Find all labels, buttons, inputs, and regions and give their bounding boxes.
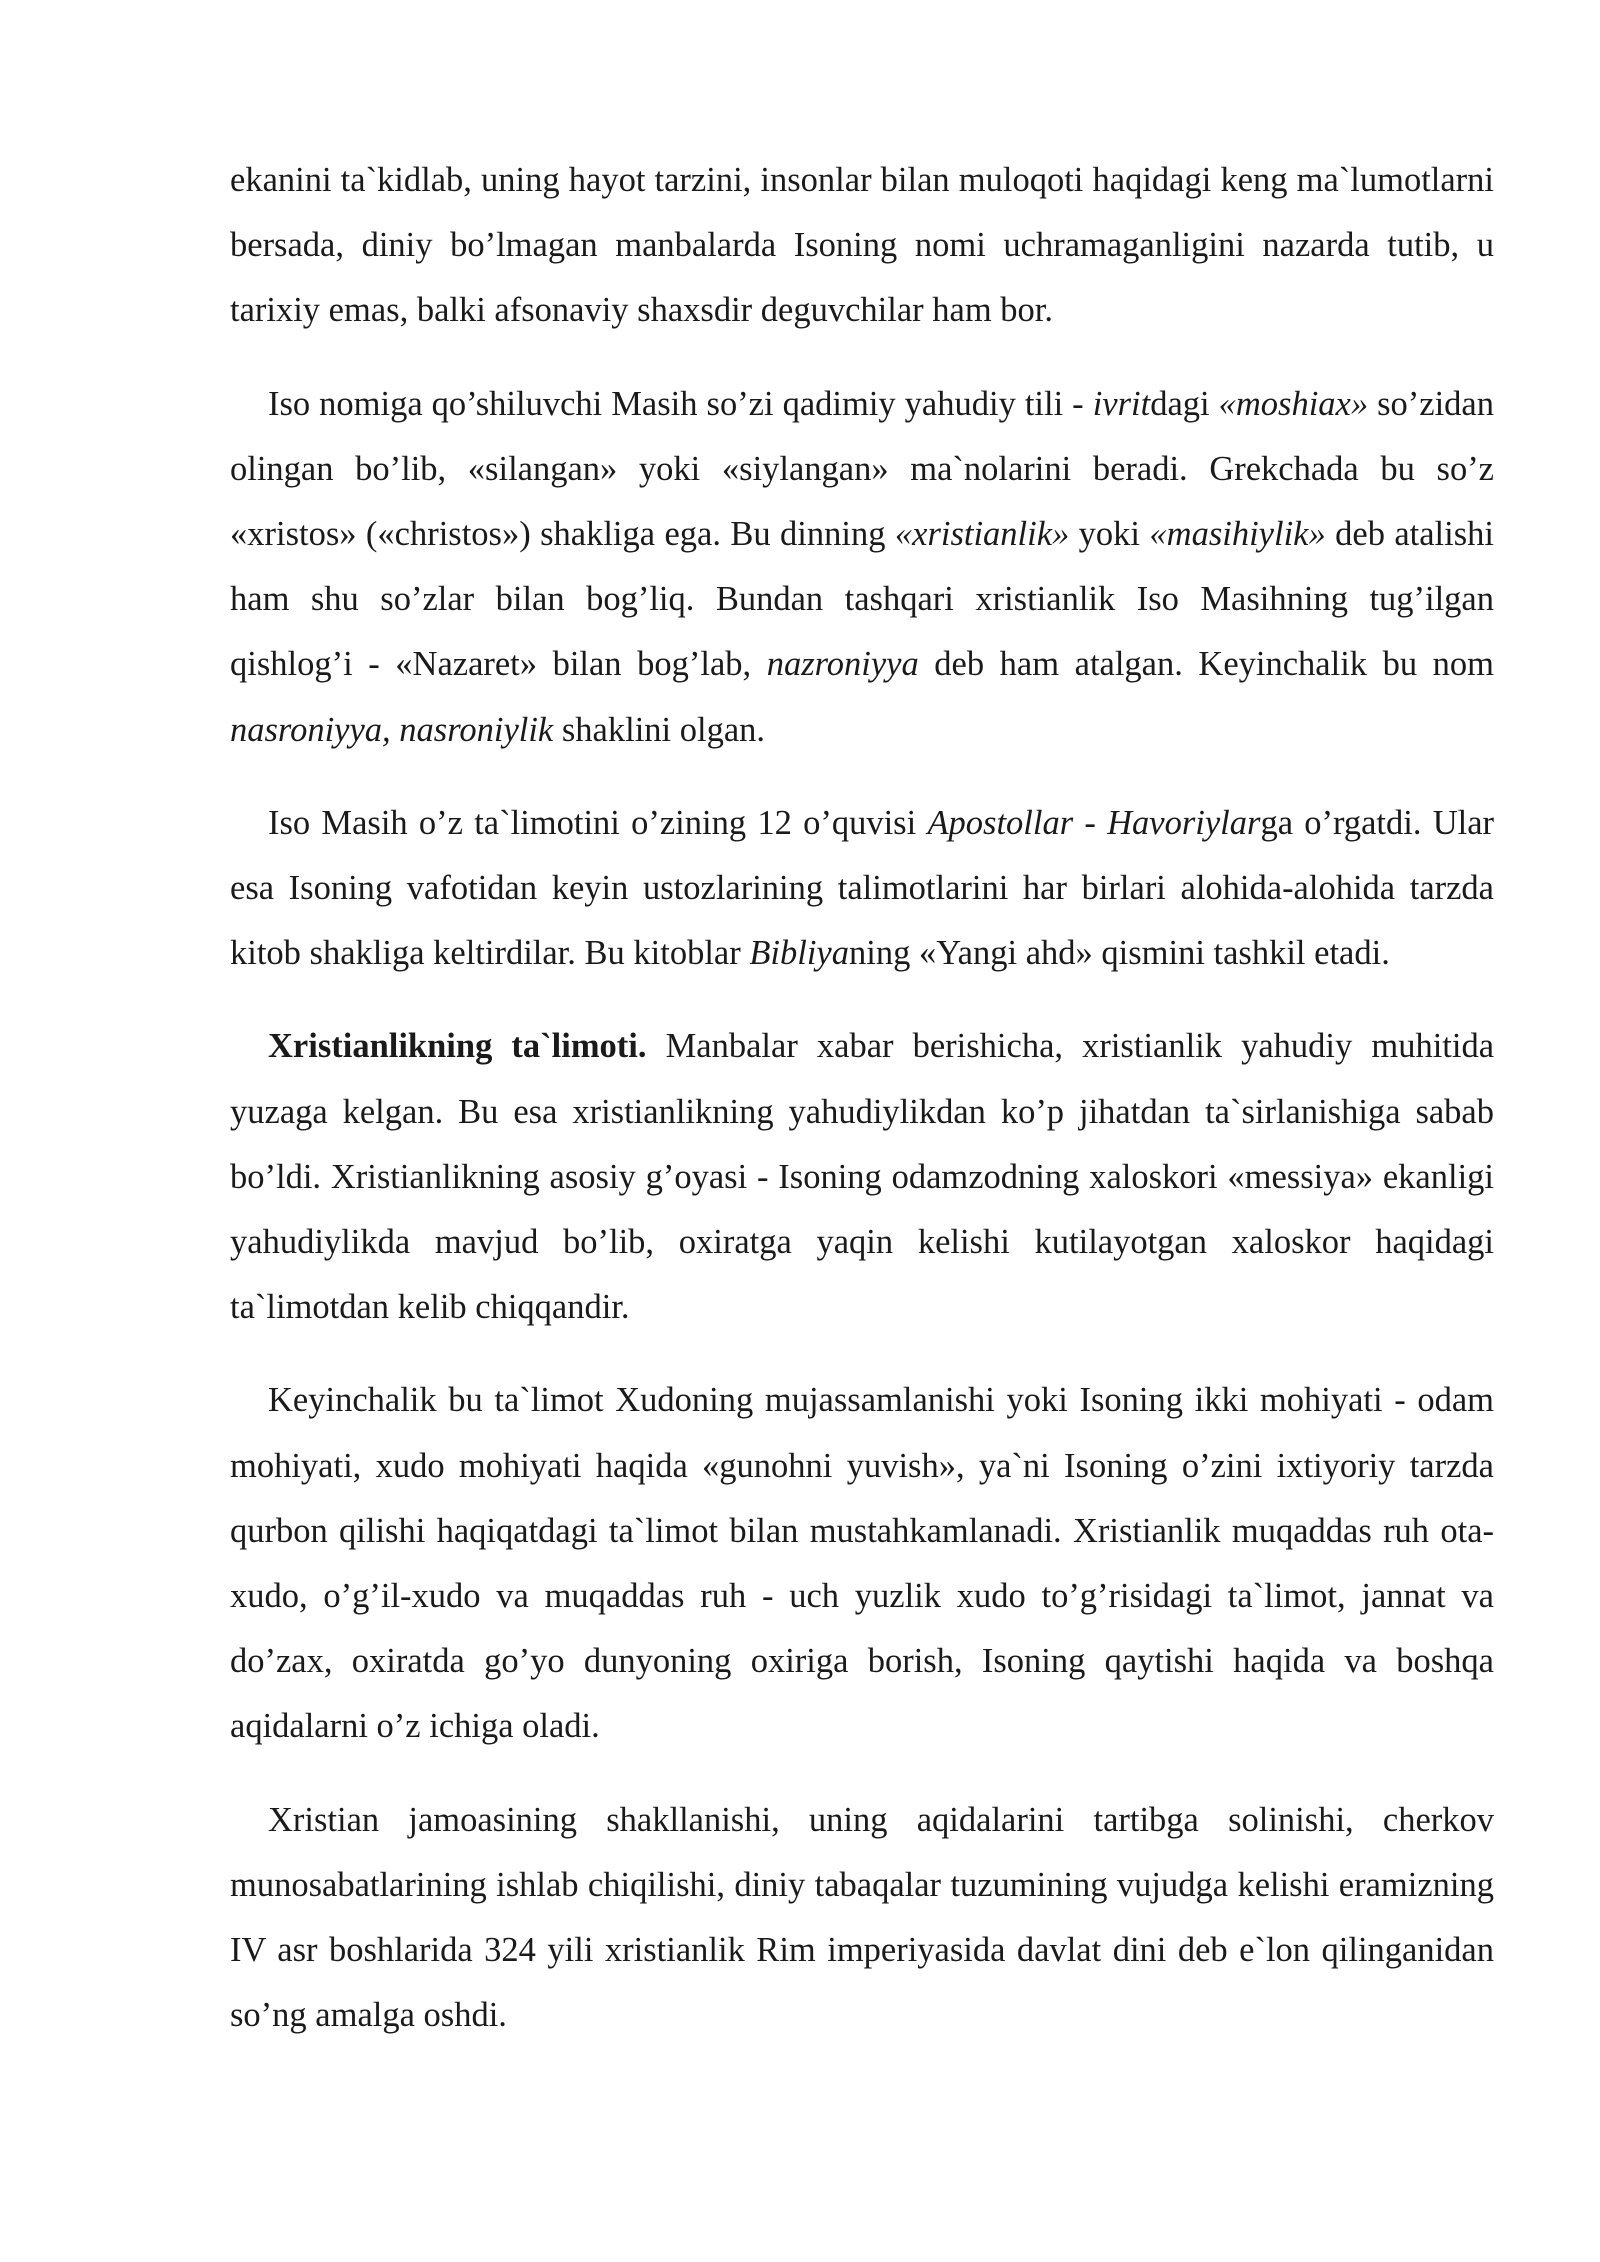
text-run: ning «Yangi ahd» qismini tashkil etadi. [849, 934, 1390, 973]
paragraph-6 [230, 1788, 1494, 2049]
italic-term: «xristianlik» [894, 515, 1070, 554]
italic-term: Apostollar - Havoriylar [927, 803, 1261, 842]
text-run: shaklini olgan. [553, 710, 766, 749]
italic-term: Bibliya [749, 934, 849, 973]
italic-term: nazroniyya [766, 645, 919, 684]
text-run: Manbalar xabar berishicha, xristianlik yahudiy muhitida yuzaga kelgan. Bu esa xristianlikning yahudiylikdan ko’p jihatdan ta`sirlanishiga sabab bo’ldi. Xristianlikning asosiy g’oyasi - Isoning odamzodning xaloskori «messiya» ekanligi yahudiylikda mavjud bo’lib, oxiratga yaqin kelishi kutilayotgan xaloskor haqidagi ta`limotdan kelib chiqqandir. [230, 1027, 1495, 1327]
text-run: Keyinchalik bu ta`limot Xudoning mujassamlanishi yoki Isoning ikki mohiyati - odam mohiyati, xudo mohiyati haqida «gunohni yuvish», ya`ni Isoning o’zini ixtiyoriy tarzda qurbon qilishi haqiqatdagi ta`limot bilan mustahkamlanadi. Xristianlik muqaddas ruh ota-xudo, o’g’il-xudo va muqaddas ruh - uch yuzlik xudo to’g’risidagi ta`limot, jannat va do’zax, oxiratda go’yo dunyoning oxiriga borish, Isoning qaytishi haqida va boshqa aqidalarni o’z ichiga oladi. [230, 1381, 1494, 1746]
italic-term: «moshiax» [1218, 384, 1369, 423]
section-heading: Xristianlikning ta`limoti. [268, 1027, 647, 1066]
paragraph-1 [230, 148, 1494, 344]
italic-term: «masihiylik» [1149, 515, 1326, 554]
text-run: dagi [1150, 384, 1219, 423]
text-run: ekanini ta`kidlab, uning hayot tarzini, insonlar bilan muloqoti haqidagi keng ma`lumotlarni bersada, diniy bo’lmagan manbalarda Isoning nomi uchramaganligini nazarda tutib, u tarixiy emas, balki afsonaviy shaxsdir deguvchilar ham bor. [230, 161, 1494, 330]
paragraph-3 [230, 791, 1494, 987]
text-run: deb atalishi ham shu so’zlar bilan bog’liq. Bundan tashqari xristianlik Iso Masihning tug’ilgan qishlog’i - «Nazaret» bilan bog’lab, [230, 515, 1494, 684]
paragraph-4 [230, 1014, 1494, 1340]
text-run: so’zidan olingan bo’lib, «silangan» yoki «siylangan» ma`nolarini beradi. Grekchada bu so’z «xristos» («christos») shakliga ega. Bu dinning [230, 384, 1494, 554]
text-run: Iso nomiga qo’shiluvchi Masih so’zi qadimiy yahudiy tili - [268, 384, 1093, 423]
text-run: Xristian jamoasining shakllanishi, uning aqidalarini tartibga solinishi, cherkov munosabatlarining ishlab chiqilishi, diniy tabaqalar tuzumining vujudga kelishi eramizning IV asr boshlarida 324 yili xristianlik Rim imperiyasida davlat dini deb e`lon qilinganidan so’ng amalga oshdi. [230, 1800, 1494, 2035]
paragraph-5 [230, 1368, 1494, 1759]
text-run: yoki [1069, 515, 1150, 554]
italic-term: ivrit [1092, 384, 1151, 423]
paragraph-2 [230, 372, 1494, 763]
text-run: deb ham atalgan. Keyinchalik bu nom [918, 645, 1494, 684]
text-run: Iso Masih o’z ta`limotini o’zining 12 o’quvisi [268, 803, 928, 842]
italic-term: nasroniyya, nasroniylik [230, 710, 554, 749]
text-run: ga o’rgatdi. Ular esa Isoning vafotidan keyin ustozlarining talimotlarini har birlari alohida-alohida tarzda kitob shakliga keltirdilar. Bu kitoblar [230, 803, 1495, 973]
document-body [230, 148, 1494, 2076]
